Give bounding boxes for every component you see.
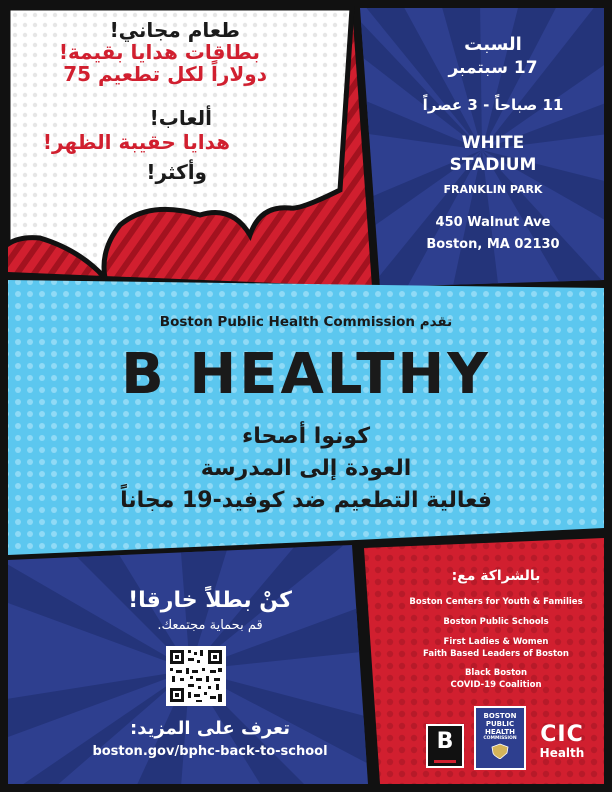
info-link[interactable]: boston.gov/bphc-back-to-school [92, 744, 328, 759]
bphc-logo [474, 706, 526, 770]
subtitle-vaccine-event: فعالية التطعيم ضد كوفيد-19 مجاناً [120, 488, 492, 513]
backpack-text: هدايا حقيبة الظهر! [42, 130, 230, 154]
hero-headline: كنْ بطلاً خارقا! [128, 588, 292, 613]
event-title: B HEALTHY [121, 342, 491, 407]
cic-health-logo [530, 724, 594, 768]
games-text: ألعاب! [149, 106, 212, 130]
partner-covid-coalition: COVID-19 Coalition [450, 680, 542, 690]
hero-tagline: .قم بحماية مجتمعك [157, 618, 263, 633]
b-logo-bar [434, 760, 456, 763]
bphc-logo-line-1: BOSTON [483, 712, 517, 720]
bphc-logo-line-4: COMMISSION [483, 736, 517, 741]
venue-line-2: STADIUM [449, 155, 537, 175]
subtitle-be-healthy: كونوا أصحاء [241, 424, 370, 449]
partner-bps: Boston Public Schools [443, 617, 549, 627]
partner-faith-leaders: Faith Based Leaders of Boston [423, 649, 569, 659]
event-day: السبت [464, 34, 522, 55]
partners-heading: بالشراكة مع: [451, 568, 541, 584]
venue-street: 450 Walnut Ave [435, 215, 551, 230]
seal-icon [490, 743, 510, 759]
qr-code-icon [166, 646, 226, 706]
event-time: 11 صباحاً - 3 عصراً [422, 96, 564, 114]
venue-line-1: WHITE [461, 133, 525, 153]
cic-logo-line-2: Health [539, 746, 585, 760]
cic-logo-line-1: CIC [540, 722, 584, 747]
partner-first-ladies: First Ladies & Women [443, 637, 549, 647]
bphc-logo-line-3: HEALTH [485, 728, 515, 736]
subtitle-back-to-school: العودة إلى المدرسة [200, 456, 412, 481]
qr-code[interactable] [166, 646, 226, 706]
free-food-text: طعام مجاني! [109, 18, 240, 42]
partner-bcyf: Boston Centers for Youth & Families [409, 597, 583, 607]
presenter-line: Boston Public Health Commission تقدم [159, 314, 453, 330]
event-date: 17 سبتمبر [448, 58, 538, 78]
b-logo-letter: B [436, 729, 454, 754]
bphc-logo-line-2: PUBLIC [485, 720, 515, 728]
partner-black-boston: Black Boston [464, 668, 528, 678]
more-text: وأكثر! [146, 160, 207, 184]
venue-city: Boston, MA 02130 [426, 237, 560, 252]
vaccine-dollars-text: دولاراً لكل تطعيم 75 [63, 62, 267, 86]
b-logo [426, 724, 464, 768]
learn-more-label: تعرف على المزيد: [130, 718, 290, 739]
gift-cards-text: بطاقات هدايا بقيمة! [58, 40, 260, 64]
venue-park: FRANKLIN PARK [443, 183, 543, 196]
